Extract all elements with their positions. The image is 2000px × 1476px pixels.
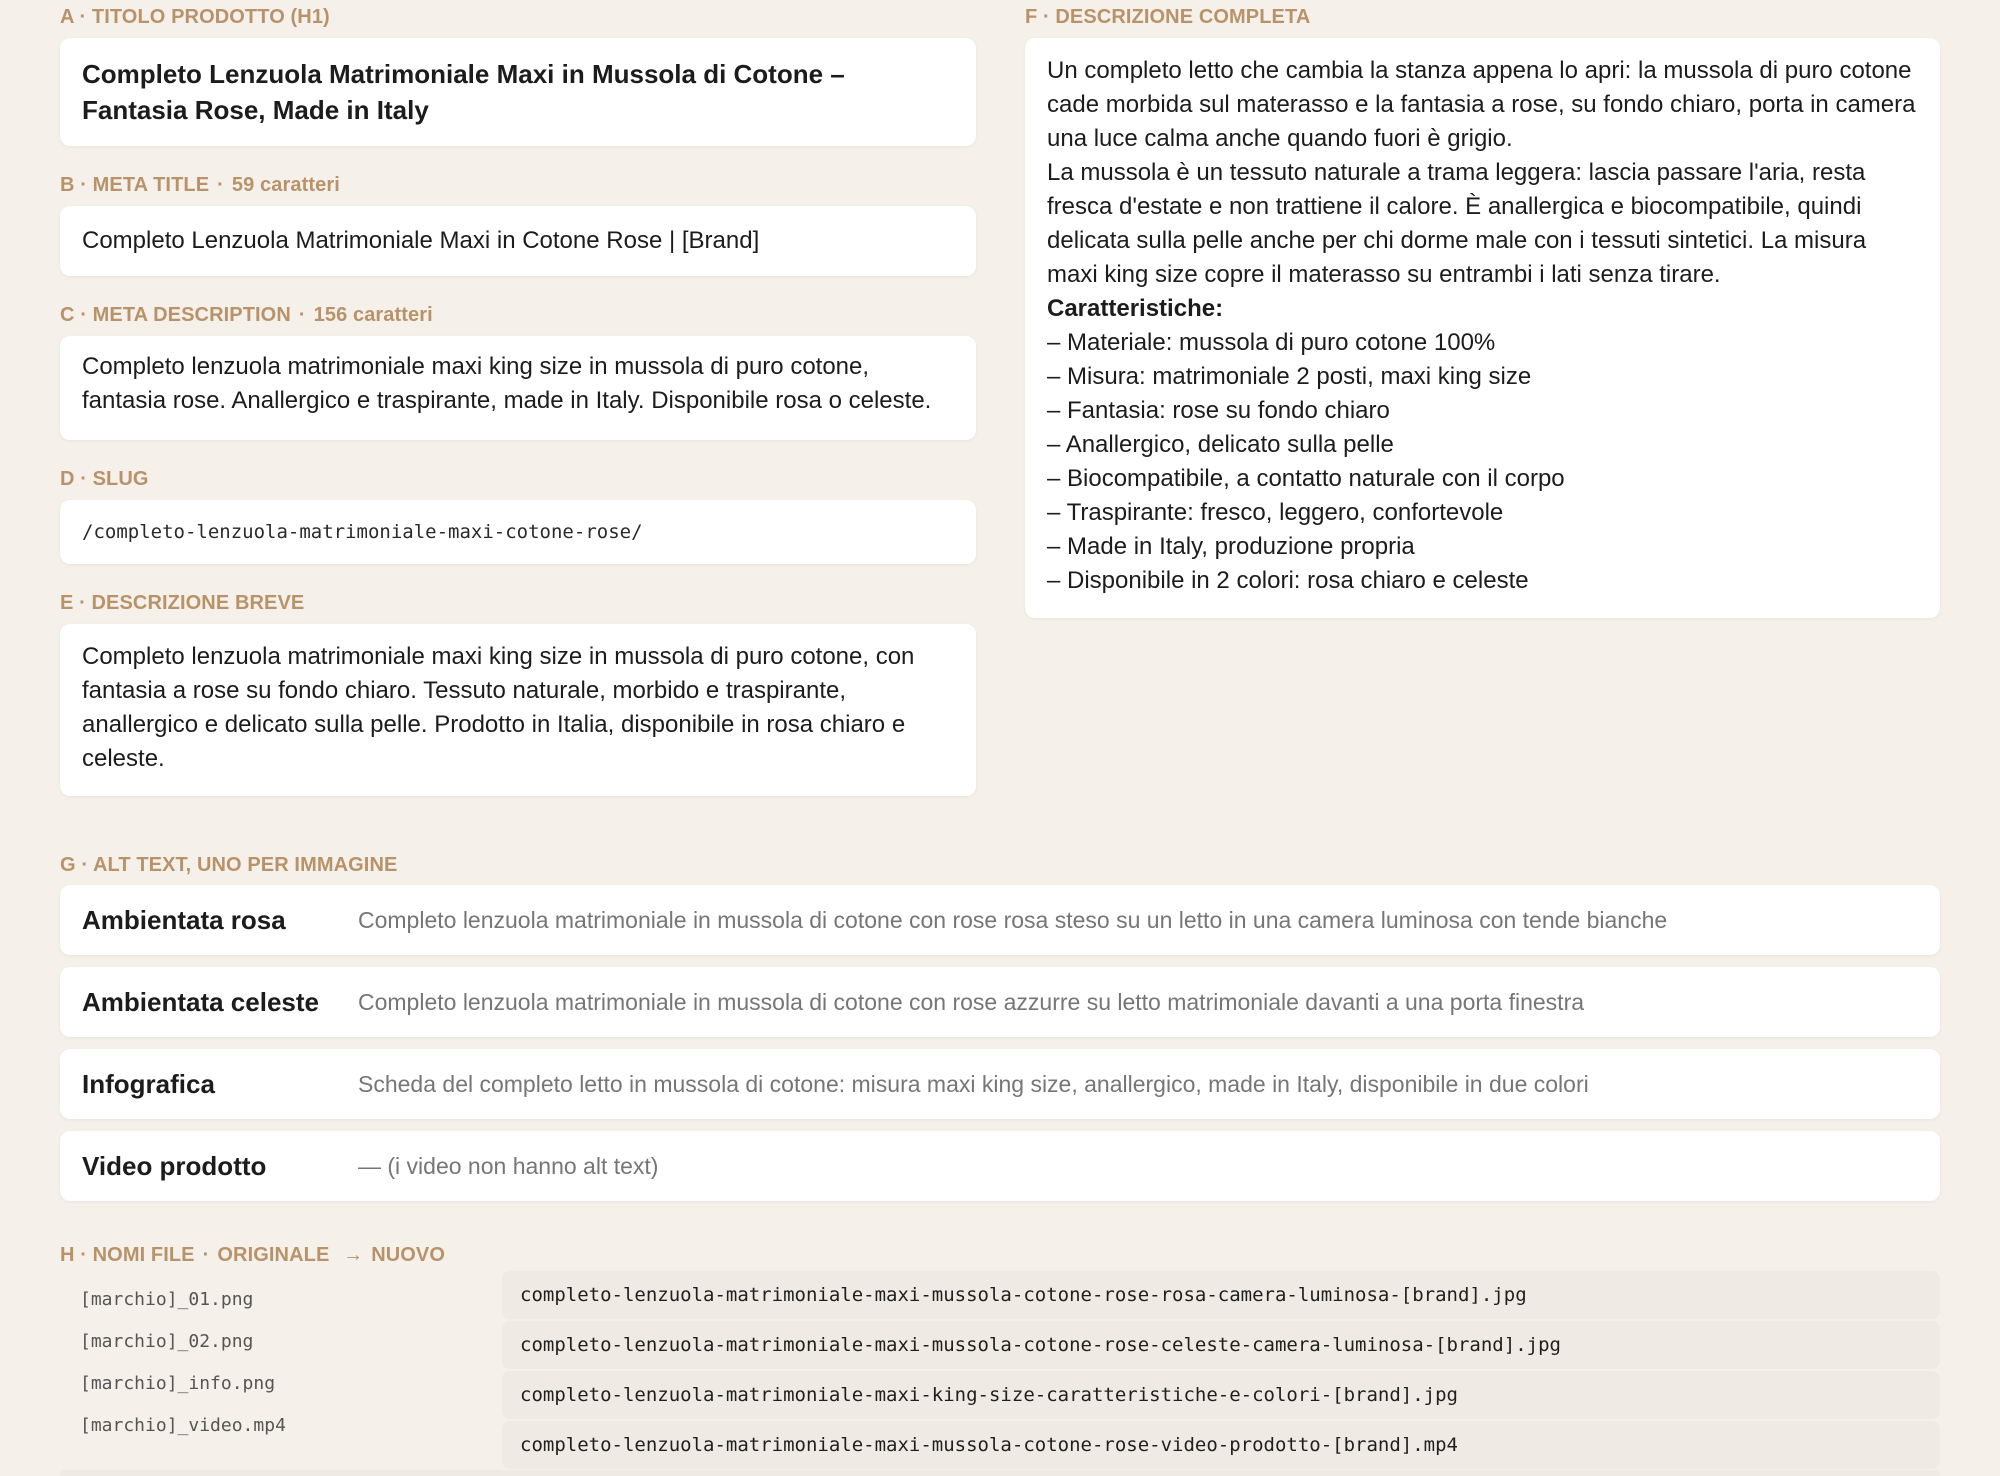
- alt-text-row: [60, 1049, 1940, 1119]
- section-f-label: F · DESCRIZIONE COMPLETA: [1025, 6, 1311, 28]
- full-description-card: [1025, 38, 1940, 618]
- alt-text-image-name: Ambientata celeste: [82, 986, 319, 1017]
- meta-description-text: Completo lenzuola matrimoniale maxi king size in mussola di puro cotone, fantasia rose. Anallergico e traspirante, made in Italy. Disponibile rosa o celeste.: [82, 353, 932, 414]
- original-file-name: [marchio]_video.mp4: [80, 1415, 286, 1436]
- new-file-name: completo-lenzuola-matrimoniale-maxi-king-size-caratteristiche-e-colori-[brand].jpg: [502, 1371, 1940, 1419]
- feature-item: – Materiale: mussola di puro cotone 100%: [1047, 329, 1496, 356]
- section-h-label: [60, 1244, 445, 1267]
- alt-text-row: [60, 885, 1940, 955]
- slug-card: [60, 500, 976, 564]
- separator-dot: ·: [217, 174, 224, 196]
- meta-title-text: Completo Lenzuola Matrimoniale Maxi in Cotone Rose | [Brand]: [82, 227, 760, 254]
- section-g-label: G · ALT TEXT, UNO PER IMMAGINE: [60, 854, 398, 876]
- section-c-label: [60, 304, 433, 327]
- new-file-name: completo-lenzuola-matrimoniale-maxi-mussola-cotone-rose-celeste-camera-luminosa-[brand].jpg: [502, 1321, 1940, 1369]
- alt-text-value: — (i video non hanno alt text): [358, 1152, 659, 1179]
- meta-description-card: [60, 336, 976, 440]
- original-file-name: [marchio]_info.png: [80, 1373, 276, 1394]
- original-file-name: [marchio]_01.png: [80, 1289, 254, 1310]
- feature-item: – Traspirante: fresco, leggero, confortevole: [1047, 499, 1504, 526]
- slug-text: /completo-lenzuola-matrimoniale-maxi-cotone-rose/: [82, 521, 643, 543]
- meta-description-count: 156 caratteri: [313, 304, 433, 326]
- file-names-label: H · NOMI FILE: [60, 1244, 195, 1266]
- section-d-label: D · SLUG: [60, 468, 149, 490]
- alt-text-value: Completo lenzuola matrimoniale in mussola di cotone con rose azzurre su letto matrimoniale davanti a una porta finestra: [358, 988, 1585, 1015]
- section-e-label: E · DESCRIZIONE BREVE: [60, 592, 305, 614]
- full-description-paragraph-1: Un completo letto che cambia la stanza appena lo apri: la mussola di puro cotone cade morbida sul materasso e la fantasia a rose, su fondo chiaro, porta in camera una luce calma anche quando fuori è grigio.: [1047, 57, 1916, 152]
- alt-text-value: Completo lenzuola matrimoniale in mussola di cotone con rose rosa steso su un letto in una camera luminosa con tende bianche: [358, 906, 1668, 933]
- new-file-name: completo-lenzuola-matrimoniale-maxi-mussola-cotone-rose-video-prodotto-[brand].mp4: [502, 1421, 1940, 1469]
- feature-item: – Anallergico, delicato sulla pelle: [1047, 431, 1394, 458]
- new-column-label: NUOVO: [371, 1244, 446, 1266]
- full-description-paragraph-2: La mussola è un tessuto naturale a trama leggera: lascia passare l'aria, resta fresca d'estate e non trattiene il calore. È anallergica e biocompatibile, quindi delicata sulla pelle anche per chi dorme male con i tessuti sintetici. La misura maxi king size copre il materasso su entrambi i lati senza tirare.: [1047, 159, 1867, 288]
- alt-text-value: Scheda del completo letto in mussola di cotone: misura maxi king size, anallergico, made in Italy, disponibile in due colori: [358, 1070, 1589, 1097]
- alt-text-image-name: Video prodotto: [82, 1150, 267, 1181]
- short-description-text: Completo lenzuola matrimoniale maxi king size in mussola di puro cotone, con fantasia a rose su fondo chiaro. Tessuto naturale, morbido e traspirante, anallergico e delicato sulla pelle. Prodotto in Italia, disponibile in rosa chiaro e celeste.: [82, 643, 915, 772]
- bottom-divider: [60, 1470, 1940, 1476]
- h1-title-card: [60, 38, 976, 146]
- section-a-label: A · TITOLO PRODOTTO (H1): [60, 6, 330, 28]
- meta-title-label: B · META TITLE: [60, 174, 210, 196]
- features-list: [1047, 326, 1918, 598]
- feature-item: – Made in Italy, produzione propria: [1047, 533, 1415, 560]
- feature-item: – Disponibile in 2 colori: rosa chiaro e celeste: [1047, 567, 1529, 594]
- original-column-label: ORIGINALE: [217, 1244, 330, 1266]
- separator-dot: ·: [298, 304, 306, 326]
- feature-item: – Biocompatibile, a contatto naturale con il corpo: [1047, 465, 1565, 492]
- h1-title-text: Completo Lenzuola Matrimoniale Maxi in Mussola di Cotone – Fantasia Rose, Made in Italy: [82, 59, 845, 125]
- meta-title-card: [60, 206, 976, 276]
- short-description-card: [60, 624, 976, 796]
- features-title: Caratteristiche:: [1047, 295, 1224, 322]
- new-file-name: completo-lenzuola-matrimoniale-maxi-mussola-cotone-rose-rosa-camera-luminosa-[brand].jpg: [502, 1271, 1940, 1319]
- arrow-right-icon: →: [343, 1244, 364, 1266]
- feature-item: – Misura: matrimoniale 2 posti, maxi king size: [1047, 363, 1532, 390]
- alt-text-row: [60, 967, 1940, 1037]
- feature-item: – Fantasia: rose su fondo chiaro: [1047, 397, 1390, 424]
- meta-description-label: C · META DESCRIPTION: [60, 304, 291, 326]
- alt-text-row: [60, 1131, 1940, 1201]
- meta-title-count: 59 caratteri: [231, 174, 340, 196]
- alt-text-image-name: Infografica: [82, 1068, 215, 1099]
- alt-text-image-name: Ambientata rosa: [82, 904, 286, 935]
- separator-dot: ·: [202, 1244, 210, 1266]
- section-b-label: [60, 174, 340, 197]
- original-file-name: [marchio]_02.png: [80, 1331, 254, 1352]
